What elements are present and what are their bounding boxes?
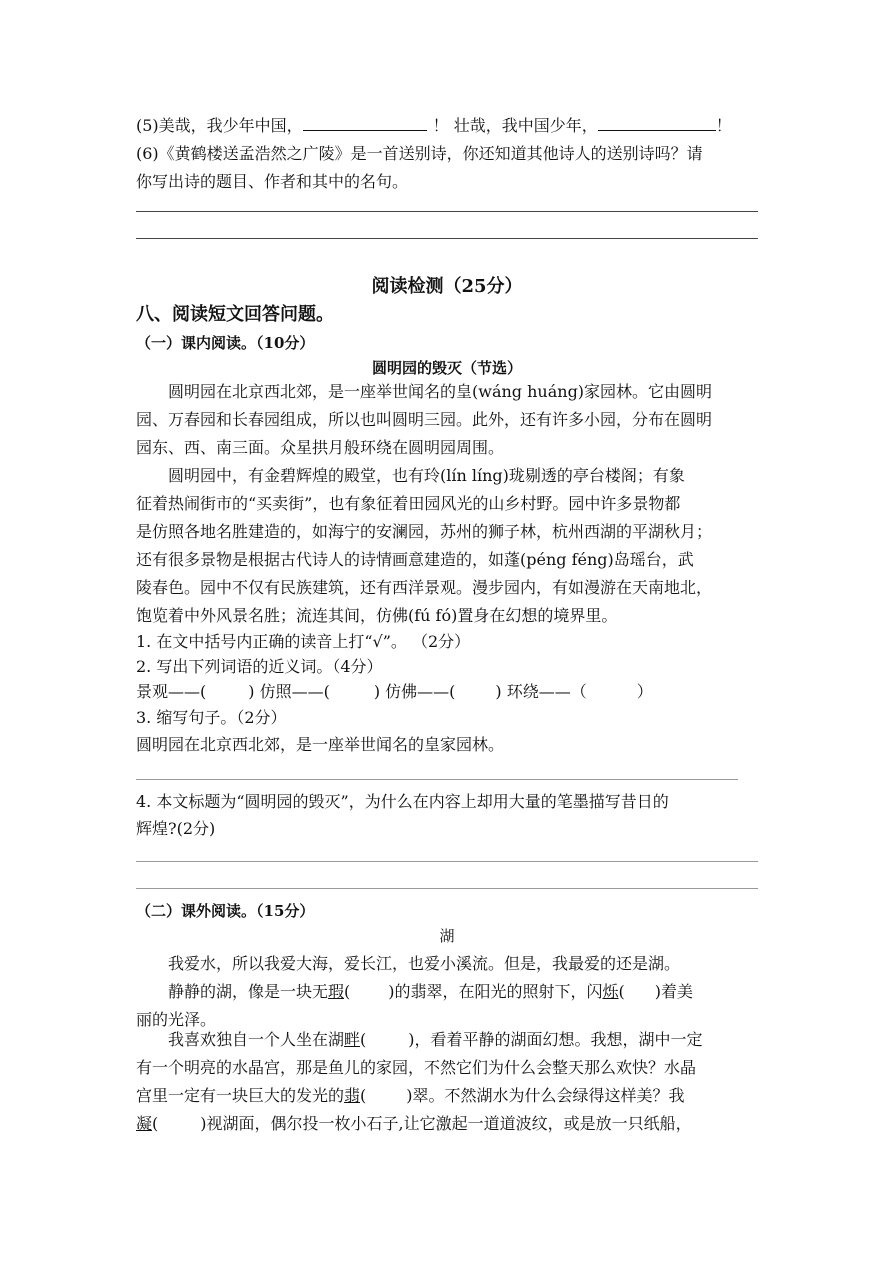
text-run: )的翡翠，在阳光的照射下，闪 (388, 982, 603, 1001)
text-run: )视湖面，偶尔投一枚小石子,让它激起一道道波纹，或是放一只纸船， (200, 1114, 692, 1133)
answer-rule[interactable] (136, 238, 758, 239)
passage-line: 饱览着中外风景名胜；流连其间，仿佛(fú fó)置身在幻想的境界里。 (136, 606, 618, 625)
text-run: ( (360, 1030, 367, 1049)
line5-text-c: ！ (715, 116, 732, 135)
answer-rule[interactable] (136, 211, 758, 212)
section-heading: 八、阅读短文回答问题。 (136, 304, 334, 325)
synonym-item: ) 仿照——( (248, 682, 330, 701)
passage-line: 园东、西、南三面。众星拱月般环绕在圆明园周围。 (136, 438, 505, 457)
passage-line: 园、万春园和长春园组成，所以也叫圆明三园。此外，还有许多小园，分布在圆明 (136, 410, 713, 429)
answer-blank[interactable] (598, 114, 716, 131)
answer-rule[interactable] (136, 861, 758, 862)
question-4-line-2: 辉煌?(2分) (136, 819, 216, 838)
passage-line (136, 1112, 758, 1136)
text-run: ( (360, 1086, 367, 1105)
text-run: )翠。不然湖水为什么会绿得这样美？我 (406, 1086, 685, 1105)
question-2: 2. 写出下列词语的近义词。（4分） (136, 657, 383, 676)
text-run: ( (618, 982, 625, 1001)
question-1: 1. 在文中括号内正确的读音上打“√”。 （2分） (136, 632, 471, 651)
synonym-item: 景观——( (136, 682, 207, 701)
question-6-line-2: 你写出诗的题目、作者和其中的名句。 (136, 172, 409, 191)
underlined-char: 凝 (136, 1114, 153, 1133)
passage-line: 我爱水，所以我爱大海，爱长江，也爱小溪流。但是，我最爱的还是湖。 (168, 954, 681, 973)
passage-line: 有一个明亮的水晶宫，那是鱼儿的家园，不然它们为什么会整天那么欢快？水晶 (136, 1058, 697, 1077)
question-2-items (136, 680, 758, 704)
passage-line (136, 1084, 758, 1108)
synonym-item: ） (636, 682, 653, 701)
line5-text-b: ！ 壮哉，我中国少年， (432, 116, 598, 135)
answer-rule[interactable] (136, 888, 758, 889)
question-3: 3. 缩写句子。（2分） (136, 708, 287, 727)
passage-line: 陵春色。园中不仅有民族建筑，还有西洋景观。漫步园内，有如漫游在天南地北， (136, 578, 713, 597)
underlined-char: 翡 (344, 1086, 361, 1105)
question-4-line-1: 4. 本文标题为“圆明园的毁灭”，为什么在内容上却用大量的笔墨描写昔日的 (136, 792, 669, 811)
passage-line (136, 1028, 790, 1052)
text-run: 静静的湖，像是一块无 (168, 982, 329, 1001)
synonym-item: ) 仿佛——( (373, 682, 456, 701)
text-run: 宫里一定有一块巨大的发光的 (136, 1086, 345, 1105)
part2-header: （二）课外阅读。（15分） (136, 902, 315, 920)
underlined-char: 畔 (344, 1030, 361, 1049)
passage-title: 圆明园的毁灭（节选） (371, 359, 522, 377)
answer-rule[interactable] (136, 779, 738, 780)
synonym-item: ) 环绕——（ (495, 682, 587, 701)
underlined-char: 烁 (602, 982, 619, 1001)
question-3-sentence: 圆明园在北京西北郊，是一座举世闻名的皇家园林。 (136, 735, 505, 754)
passage-line: 还有很多景物是根据古代诗人的诗情画意建造的，如蓬(péng féng)岛瑶台，武 (136, 550, 694, 569)
text-run: )，看着平静的湖面幻想。我想，湖中一定 (408, 1030, 703, 1049)
passage-line: 圆明园在北京西北郊，是一座举世闻名的皇(wáng huáng)家园林。它由圆明 (168, 382, 713, 401)
passage-line: 圆明园中，有金碧辉煌的殿堂，也有玲(lín líng)珑剔透的亭台楼阁；有象 (168, 466, 685, 485)
text-run: ( (344, 982, 351, 1001)
text-run: )着美 (654, 982, 694, 1001)
passage-line (136, 980, 790, 1004)
section-title: 阅读检测（25分） (371, 276, 523, 297)
passage-line: 丽的光泽。 (136, 1010, 217, 1029)
line5-text-a: (5)美哉，我少年中国， (136, 116, 303, 135)
poem-fill-line-5 (136, 114, 758, 138)
part1-header: （一）课内阅读。（10分） (136, 334, 315, 352)
answer-blank[interactable] (303, 114, 427, 131)
passage-title: 湖 (439, 927, 455, 945)
passage-line: 是仿照各地名胜建造的，如海宁的安澜园，苏州的狮子林，杭州西湖的平湖秋月； (136, 522, 713, 541)
text-run: ( (152, 1114, 159, 1133)
question-6-line-1: (6)《黄鹤楼送孟浩然之广陵》是一首送别诗，你还知道其他诗人的送别诗吗？请 (136, 144, 703, 163)
text-run: 我喜欢独自一个人坐在湖 (168, 1030, 345, 1049)
passage-line: 征着热闹街市的“买卖街”，也有象征着田园风光的山乡村野。园中许多景物都 (136, 494, 681, 513)
underlined-char: 瑕 (328, 982, 345, 1001)
